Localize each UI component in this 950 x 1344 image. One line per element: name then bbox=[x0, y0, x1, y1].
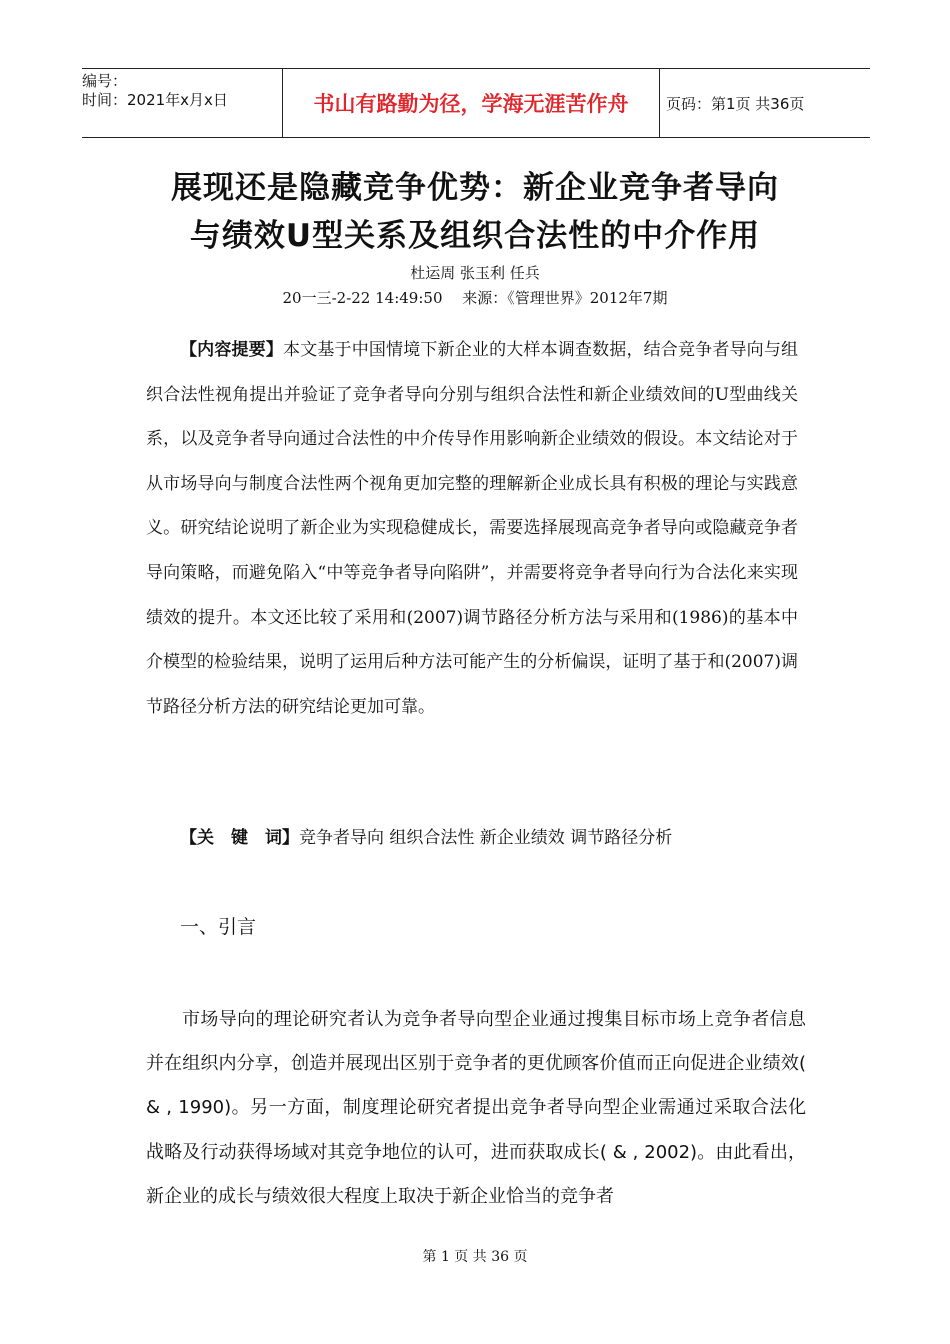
page-header bbox=[82, 68, 870, 138]
abstract-text: 本文基于中国情境下新企业的大样本调查数据，结合竞争者导向与组织合法性视角提出并验证了竞争者导向分别与组织合法性和新企业绩效间的U型曲线关系，以及竞争者导向通过合法性的中介传导作用影响新企业绩效的假设。本文结论对于从市场导向与制度合法性两个视角更加完整的理解新企业成长具有积极的理论与实践意义。研究结论说明了新企业为实现稳健成长，需要选择展现高竞争者导向或隐藏竞争者导向策略，而避免陷入“中等竞争者导向陷阱”，并需要将竞争者导向行为合法化来实现绩效的提升。本文还比较了采用和(2007)调节路径分析方法与采用和(1986)的基本中介模型的检验结果，说明了运用后种方法可能产生的分析偏误，证明了基于和(2007)调节路径分析方法的研究结论更加可靠。 bbox=[146, 340, 799, 717]
keywords-tag: 【关 键 词】 bbox=[180, 828, 299, 848]
motto-text: 书山有路勤为径，学海无涯苦作舟 bbox=[282, 69, 660, 137]
dateline: 20一三-2-22 14:49:50 来源：《管理世界》2012年7期 bbox=[282, 289, 668, 307]
abstract-tag: 【内容提要】 bbox=[180, 340, 284, 360]
page-info: 页码：第1页 共36页 bbox=[666, 94, 805, 113]
keywords-text: 竞争者导向 组织合法性 新企业绩效 调节路径分析 bbox=[299, 828, 673, 848]
header-left-cell bbox=[82, 69, 282, 137]
keywords-line bbox=[180, 823, 672, 848]
body-paragraph: 市场导向的理论研究者认为竞争者导向型企业通过搜集目标市场上竞争者信息并在组织内分享，创造并展现出区别于竞争者的更优顾客价值而正向促进企业绩效( & , 1990)。另一方面，制度理论研究者提出竞争者导向型企业需通过采取合法化战略及行动获得场域对其竞争地位的认可，进而获取成长( & , 2002)。由此看出，新企业的成长与绩效很大程度上取决于新企业恰当的竞争者 bbox=[146, 1009, 806, 1207]
number-label: 编号： bbox=[82, 72, 128, 90]
title-line-2: 与绩效U型关系及组织合法性的中介作用 bbox=[189, 218, 761, 254]
title-line-1: 展现还是隐藏竞争优势：新企业竞争者导向 bbox=[171, 170, 779, 206]
time-label: 时间：2021年x月x日 bbox=[82, 91, 228, 109]
page-footer: 第 1 页 共 36 页 bbox=[422, 1249, 528, 1265]
abstract-paragraph bbox=[146, 328, 798, 729]
authors: 杜运周 张玉利 任兵 bbox=[410, 264, 540, 282]
section-heading: 一、引言 bbox=[180, 916, 257, 938]
